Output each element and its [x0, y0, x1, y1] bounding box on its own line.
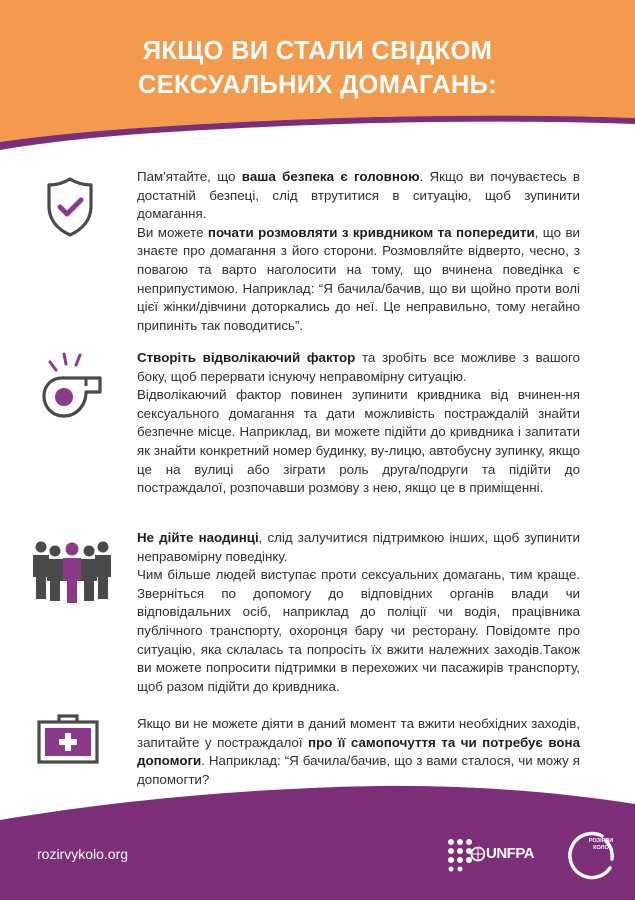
section-seek-help	[137, 529, 580, 696]
body-text: , слід залучитися підтримкою інших, щоб зупинити неправомірну поведінку.	[137, 530, 580, 564]
page-title	[0, 34, 635, 102]
body-text: Ви можете	[137, 224, 208, 240]
section-paragraph	[137, 224, 580, 336]
emphasis-text: Створіть відволікаючий фактор	[137, 350, 356, 365]
rozirvy-kolo-logo-text	[586, 838, 616, 852]
body-text: Пам'ятайте, що	[137, 169, 242, 184]
section-paragraph	[137, 715, 580, 789]
unfpa-logo-text: UNFPA	[486, 845, 535, 862]
page-title-line2: СЕКСУАЛЬНИХ ДОМАГАНЬ:	[138, 71, 497, 99]
whistle-icon	[36, 350, 108, 422]
body-text: Відволікаючий фактор повинен зупинити кривдника від вчинен-ня сексуального домагання та дати можливість постраждалій знайти безпечне місце. Наприклад, ви можете підійти до кривдника і запитати як знайти конкретний номер будинку, ву-лицю, автобусну зупинку, якщо це на вулиці або зіграти роль друга/подруги та підійти до постраждалої, розпочавши розмову з нею, якщо це в приміщенні.	[137, 387, 580, 496]
emphasis-text: про її самопочуття та чи потребує вона допомоги	[137, 734, 580, 769]
group-people-icon	[30, 537, 114, 603]
emphasis-text: почати розмовляти з кривдником та попередити	[207, 224, 535, 240]
first-aid-kit-icon	[37, 712, 99, 764]
footer-band	[0, 786, 635, 900]
rozirvy-logo-line2: КОЛО	[593, 845, 609, 851]
rozirvy-kolo-logo-icon	[562, 828, 618, 884]
section-distraction	[137, 349, 580, 498]
rozirvy-logo-line1: РОЗІРВИ	[588, 838, 614, 844]
section-check-victim	[137, 715, 580, 789]
body-text: Якщо ви не можете діяти в даний момент та вжити необхідних заходів, запитайте у постраждалої	[137, 716, 580, 750]
body-text: . Якщо ви почуваєтесь в достатній безпеці, слід втрутитися в ситуацію, щоб зупинити домагання.	[137, 169, 581, 222]
body-text: та зробіть все можливе з вашого боку, щоб перервати існуючу неправомірну ситуацію.	[137, 350, 580, 384]
section-paragraph	[137, 168, 580, 224]
unfpa-logo-icon	[447, 838, 485, 872]
emphasis-text: Не дійте наодинці	[137, 530, 259, 545]
section-paragraph	[137, 349, 580, 386]
website-link[interactable]: rozirvykolo.org	[37, 846, 129, 862]
page-title-line1: ЯКЩО ВИ СТАЛИ СВІДКОМ	[142, 37, 493, 65]
shield-check-icon	[46, 176, 94, 238]
section-safety	[137, 168, 580, 335]
section-paragraph	[137, 529, 580, 566]
emphasis-text: ваша безпека є головною	[241, 169, 420, 184]
body-text: . Наприклад: “Я бачила/бачив, що з вами сталося, чи можу я допомогти?	[137, 753, 580, 787]
body-text: Чим більше людей виступає проти сексуальних домагань, тим краще. Зверніться по допомогу до відповідних органів влади чи відповідальних осіб, наприклад до поліції чи водія, працівника публічного транспорту, охоронця бару чи ресторану. Повідомте про ситуацію, яка склалась та попросіть їх вжити належних заходів.Також ви можете попросити підтримки в перехожих чи пасажирів транспорту, щоб разом підійти до кривдника.	[137, 567, 580, 694]
body-text: , що ви знаєте про домагання з його сторони. Розмовляйте відверто, чесно, з повагою та варто наголосити на тому, що вчинена поведінка є неприпустимою. Наприклад: “Я бачила/бачив, що ви щойно проти волі цієї жінки/дівчини доторкались до неї. Це неправильно, тому негайно припиніть так поводитись”.	[137, 224, 580, 333]
section-paragraph	[137, 566, 580, 696]
section-paragraph	[137, 386, 580, 498]
